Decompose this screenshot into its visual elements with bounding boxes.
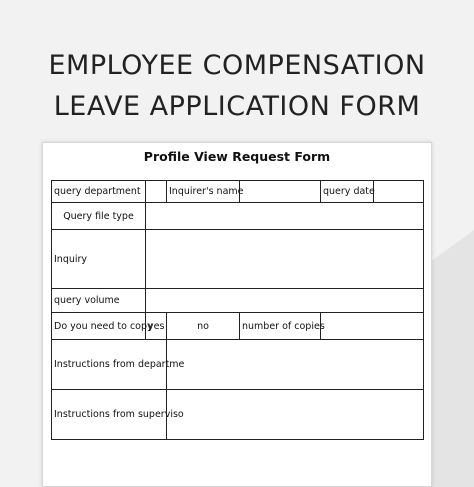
query-department-value[interactable] <box>146 181 167 203</box>
form-title: Profile View Request Form <box>143 149 331 164</box>
number-of-copies-label: number of copies <box>240 313 321 340</box>
form-row-copy <box>52 313 424 340</box>
request-form-table <box>51 180 424 440</box>
copy-yes-option[interactable]: yes <box>146 313 167 340</box>
form-row-inquiry <box>52 230 424 289</box>
query-volume-value[interactable] <box>146 289 424 313</box>
inquirer-name-label: Inquirer's name <box>167 181 240 203</box>
query-date-label: query date <box>321 181 374 203</box>
query-file-type-value[interactable] <box>146 203 424 230</box>
instructions-department-label: Instructions from departme <box>52 340 167 390</box>
form-row-query-department <box>52 181 424 203</box>
copy-question-label: Do you need to copy <box>52 313 146 340</box>
query-file-type-label: Query file type <box>52 203 146 230</box>
number-of-copies-value[interactable] <box>321 313 424 340</box>
instructions-supervisor-value[interactable] <box>167 390 424 440</box>
instructions-department-value[interactable] <box>167 340 424 390</box>
copy-no-option[interactable]: no <box>167 313 240 340</box>
form-row-instructions-supervisor <box>52 390 424 440</box>
page-heading-line-1: EMPLOYEE COMPENSATION <box>48 50 426 81</box>
inquiry-label: Inquiry <box>52 230 146 289</box>
query-volume-label: query volume <box>52 289 146 313</box>
inquirer-name-value[interactable] <box>240 181 321 203</box>
page-heading-line-2: LEAVE APPLICATION FORM <box>53 91 421 122</box>
instructions-supervisor-label: Instructions from superviso <box>52 390 167 440</box>
query-date-value[interactable] <box>374 181 424 203</box>
form-row-query-volume <box>52 289 424 313</box>
form-row-instructions-department <box>52 340 424 390</box>
inquiry-value[interactable] <box>146 230 424 289</box>
form-row-query-file-type <box>52 203 424 230</box>
query-department-label: query department <box>52 181 146 203</box>
